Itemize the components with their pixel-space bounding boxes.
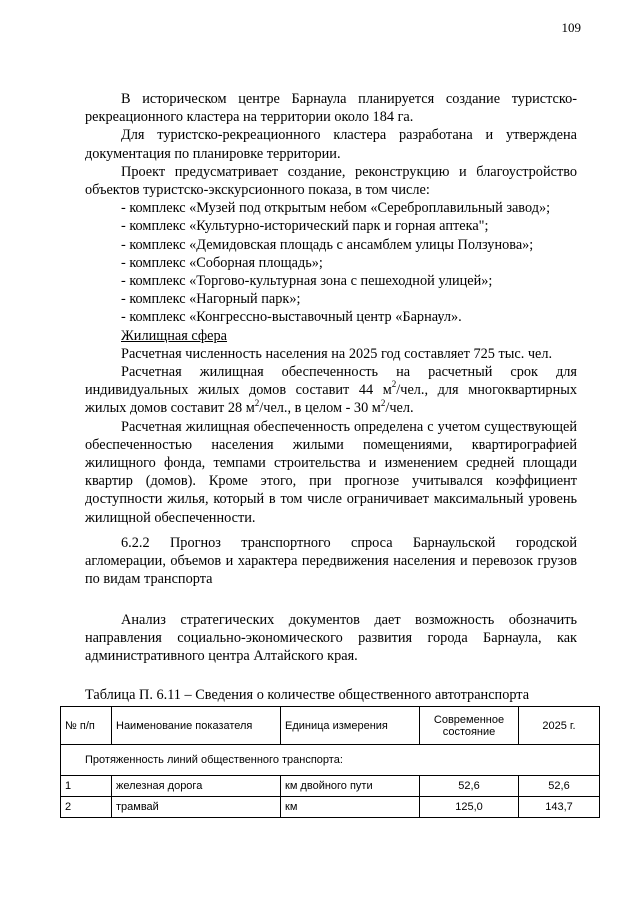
paragraph-planning-docs: Для туристско-рекреационного кластера разработана и утверждена документация по планировке территории. [85, 127, 577, 162]
paragraph-analysis: Анализ стратегических документов дает возможность обозначить направления социально-экономического развития города Барнаула, как административного центра Алтайского края. [85, 612, 577, 665]
housing-text-part: /чел., в целом - 30 м [259, 400, 381, 417]
column-header: Единица измерения [281, 707, 420, 745]
column-header: № п/п [61, 707, 112, 745]
paragraph-tourism-cluster: В историческом центре Барнаула планируется создание туристско-рекреационного кластера на территории около 184 га. [85, 91, 577, 126]
list-item: - комплекс «Соборная площадь»; [121, 254, 323, 271]
list-item: - комплекс «Музей под открытым небом «Сереброплавильный завод»; [121, 200, 551, 217]
page-number: 109 [561, 20, 581, 35]
table-header-row [61, 707, 600, 745]
paragraph-housing-provision [85, 363, 577, 418]
table-section-row [61, 745, 600, 776]
transport-table [60, 706, 600, 818]
cell-name: трамвай [112, 797, 281, 818]
list-item: - комплекс «Демидовская площадь с ансамблем улицы Ползунова»; [121, 236, 534, 253]
superscript: 2 [380, 397, 386, 408]
cell-number: 2 [61, 797, 112, 818]
cell-name: железная дорога [112, 776, 281, 797]
housing-text-part: /чел., для многоквартирных жилых домов составит 28 м [85, 382, 577, 417]
column-header: 2025 г. [519, 707, 600, 745]
cell-unit: км [281, 797, 420, 818]
housing-subheading: Жилищная сфера [121, 327, 228, 344]
paragraph-project-scope: Проект предусматривает создание, реконструкцию и благоустройство объектов туристско-экскурсионного показа, в том числе: [85, 163, 577, 199]
cell-number: 1 [61, 776, 112, 797]
cell-current: 52,6 [420, 776, 519, 797]
list-item: - комплекс «Культурно-исторический парк и горная аптека"; [121, 218, 489, 235]
cell-current: 125,0 [420, 797, 519, 818]
column-header: Наименование показателя [112, 707, 281, 745]
paragraph-housing-method: Расчетная жилищная обеспеченность определена с учетом существующей обеспеченностью населения жилыми помещениями, квартирографией жилищного фонда, темпами строительства и изменением средней площади квартир (домов). Кроме этого, при прогнозе учитывался коэффициент доступности жилья, который в том числе ограничивает максимальный уровень жилищной обеспеченности. [85, 418, 577, 526]
cell-2025: 52,6 [519, 776, 600, 797]
table-caption: Таблица П. 6.11 – Сведения о количестве общественного автотранспорта [85, 687, 530, 703]
cell-unit: км двойного пути [281, 776, 420, 797]
table-row [61, 797, 600, 818]
table-row [61, 776, 600, 797]
housing-text-part: Расчетная жилищная обеспеченность на расчетный срок для индивидуальных жилых домов составит 44 м [85, 364, 577, 399]
superscript: 2 [254, 397, 260, 408]
cell-2025: 143,7 [519, 797, 600, 818]
list-item: - комплекс «Нагорный парк»; [121, 291, 301, 308]
section-label: Протяженность линий общественного транспорта: [61, 745, 600, 776]
column-header: Современное состояние [420, 707, 519, 745]
housing-text-part: /чел. [385, 400, 414, 417]
section-heading: 6.2.2 Прогноз транспортного спроса Барнаульской городской агломерации, объемов и характера передвижения населения и перевозок грузов по видам транспорта [85, 535, 577, 588]
paragraph-population: Расчетная численность населения на 2025 год составляет 725 тыс. чел. [121, 345, 553, 362]
body-text [85, 90, 577, 527]
list-item: - комплекс «Торгово-культурная зона с пешеходной улицей»; [121, 273, 493, 290]
superscript: 2 [391, 379, 397, 390]
list-item: - комплекс «Конгрессно-выставочный центр «Барнаул». [121, 309, 462, 326]
